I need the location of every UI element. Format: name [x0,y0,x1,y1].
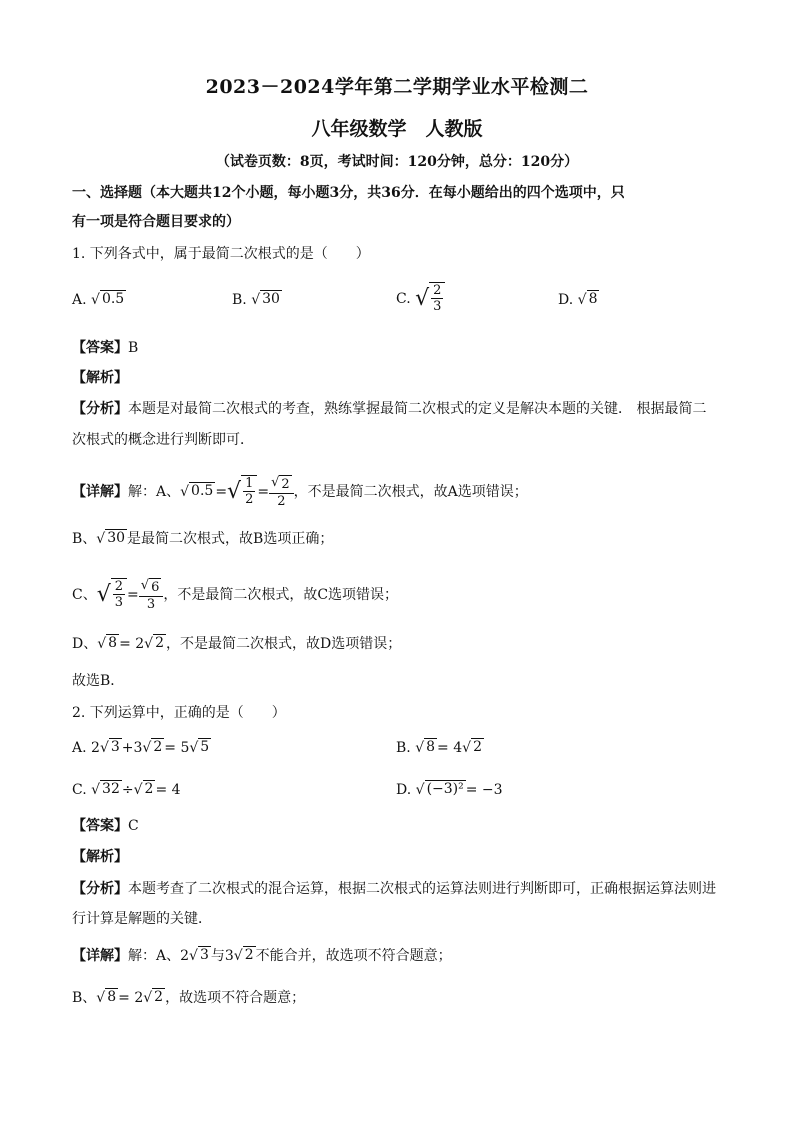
sqrt-fraction: √ $\frac{2}{3}$ [97,578,127,612]
q1-detail-b: B、 √ 30 是最简二次根式，故B选项正确； [72,530,334,547]
q1-fenxi-line2: 次根式的概念进行判断即可． [72,432,254,448]
q2-detail-b: B、 √ 8 = 2 √ 2 ，故选项不符合题意； [72,989,306,1006]
q2-fenxi-line2: 行计算是解题的关键． [72,911,212,927]
option-label: B. [396,740,411,756]
sqrt-expression: √ 30 [96,530,126,547]
detail-tag: 【详解】 [72,948,128,964]
detail-tag: 【详解】 [72,484,128,500]
q1-option-a [72,290,126,310]
answer-tag: 【答案】 [72,818,128,834]
sqrt-expression: √ 8 [415,739,436,756]
q1-option-d [558,290,599,310]
exam-title: 2023－2024学年第二学期学业水平检测二 [205,76,589,98]
q2-option-c: C. √ 32 ÷ √ 2 = 4 [72,781,181,798]
sqrt-expression: √ 0.5 [180,483,214,500]
q2-fenxi-line1: 【分析】本题考查了二次根式的混合运算，根据二次根式的运算法则进行判断即可，正确根据运算法则进 [72,881,716,897]
sqrt-expression: √ 2 [133,781,154,798]
option-label: C. [72,782,87,798]
fenxi-tag: 【分析】 [72,881,128,897]
sqrt-expression: √ 2 [462,739,482,756]
option-label: B. [232,292,247,308]
sqrt-expression: √ 3 [99,739,120,756]
q2-option-b: B. √ 8 = 4 √ 2 [396,739,482,756]
sqrt-expression: √ 8 [96,989,117,1006]
option-label: D. [396,782,412,798]
q1-detail-d: D、 √ 8 = 2 √ 2 ，不是最简二次根式，故D选项错误； [72,635,402,652]
option-label: D. [558,292,574,308]
q1-option-c [396,282,445,316]
q1-fenxi-line1: 【分析】本题是对最简二次根式的考查，熟练掌握最简二次根式的定义是解决本题的关键． 根据最简二 [72,401,707,417]
q1-detail-c: C、 √ $\frac{2}{3}$ = √ 6 3 ，不是最简二次根式，故C选项错误； [72,578,399,612]
fenxi-tag: 【分析】 [72,401,128,417]
q2-analysis-tag: 【解析】 [72,849,128,865]
q2-option-d: D. √ (−3)² = −3 [396,781,503,798]
q2-option-a: A. 2 √ 3 +3 √ 2 = 5 √ 5 [72,739,210,756]
fraction: √ 2 2 [269,475,294,509]
q1-stem: 1. 下列各式中，属于最简二次根式的是（ ） [72,246,370,262]
answer-value: C [128,818,139,834]
q1-detail-a: 【详解】解：A、 √ 0.5 = √ $\frac{1}{2}$ = √ 2 2 ，不是最简二次根式，故A选项错误； [72,475,528,509]
sqrt-expression: √ 3 [189,947,209,964]
option-label: A. [72,292,87,308]
q1-option-b [232,290,282,310]
sqrt-expression: √ 8 [97,635,118,652]
option-label: C. [396,291,411,307]
q2-stem: 2. 下列运算中，正确的是（ ） [72,705,286,721]
fraction: √ 6 3 [139,578,164,612]
sqrt-expression: √ 2 [233,947,254,964]
sqrt-fraction: √ $\frac{1}{2}$ [227,475,257,509]
section-heading-line1: 一、选择题（本大题共12个小题，每小题3分，共36分．在每小题给出的四个选项中，只 [72,185,625,201]
sqrt-expression: √ 2 [142,739,163,756]
q1-answer [72,338,724,358]
sqrt-expression: √ 0.5 [91,291,125,308]
q1-analysis-tag: 【解析】 [72,370,128,386]
q1-conclusion: 故选B． [72,673,125,689]
answer-value: B [128,340,139,356]
exam-info: （试卷页数：8页，考试时间：120分钟，总分：120分） [215,154,579,170]
exam-subtitle: 八年级数学 人教版 [311,118,483,140]
sqrt-expression: √ 32 [91,781,120,798]
section-heading-line2: 有一项是符合题目要求的） [72,214,240,230]
sqrt-expression: √ 30 [251,291,280,308]
q2-answer [72,816,724,836]
sqrt-expression: √ $\frac{2}{3}$ [415,282,445,316]
sqrt-expression: √ 2 [144,635,165,652]
answer-tag: 【答案】 [72,340,128,356]
sqrt-expression: √ 8 [577,291,598,308]
option-label: A. [72,740,87,756]
sqrt-expression: √ 5 [189,739,210,756]
q2-detail-a: 【详解】解：A、2 √ 3 与3 √ 2 不能合并，故选项不符合题意； [72,947,452,964]
sqrt-expression: √ (−3)² [415,781,464,798]
sqrt-expression: √ 2 [143,989,164,1006]
